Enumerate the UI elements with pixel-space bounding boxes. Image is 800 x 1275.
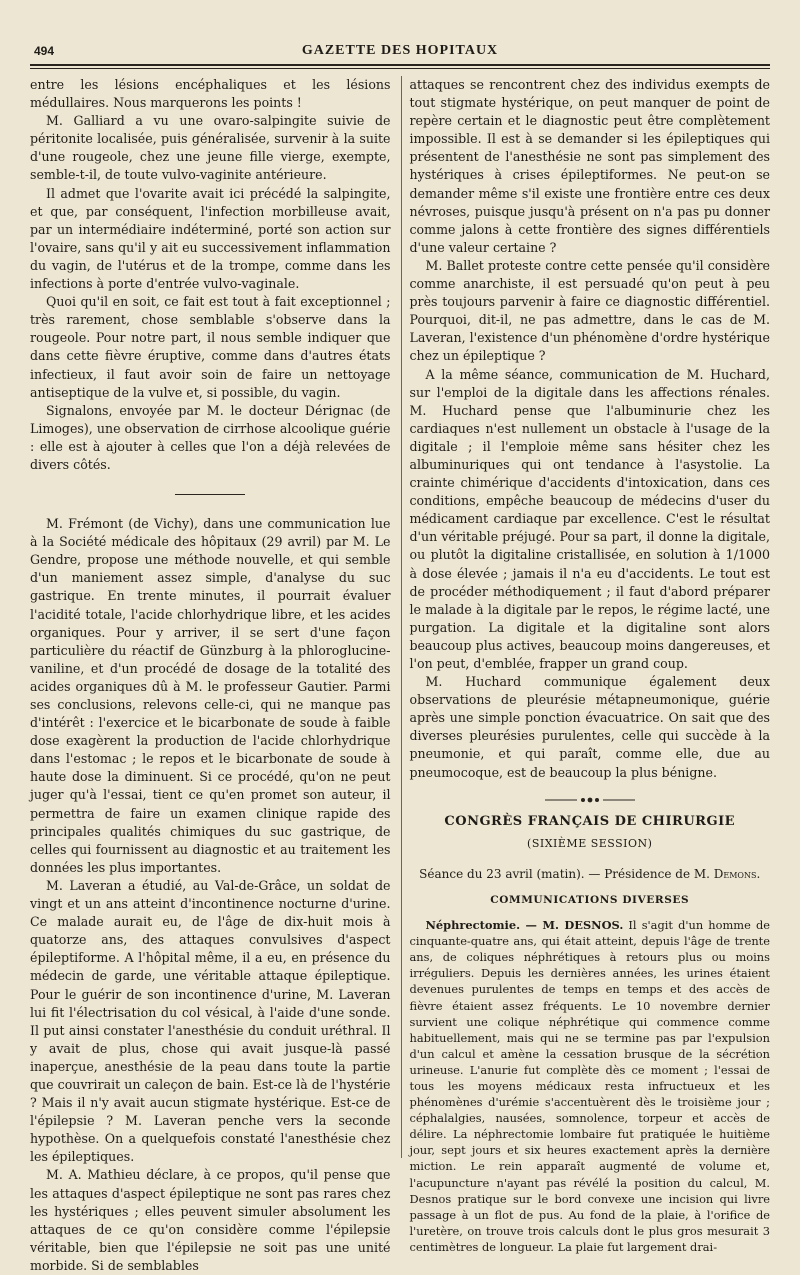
page-number: 494 [34, 44, 55, 58]
paragraph [410, 917, 771, 1255]
paragraph: M. Laveran a étudié, au Val-de-Grâce, un soldat de vingt et un ans atteint d'incontinence nocturne d'urine. Ce malade aurait eu, de l'âge de dix-huit mois à quatorze ans, des attaques convulsives d'aspect épileptiforme. A l'hôpital même, il a eu, en présence du médecin de garde, une véritable attaque épileptique. Pour le guérir de son incontinence d'urine, M. Laveran lui fit l'électrisation du col vésical, à l'aide d'une sonde. Il put ainsi constater l'anesthésie du conduit uréthral. Il y avait de plus, chose qui avait jusque-là passé inaperçue, anesthésie de la peau dans toute la partie que couvrirait un caleçon de bain. Est-ce là de l'hystérie ? Mais il n'y avait aucun stigmate hystérique. Est-ce de l'épilepsie ? M. Laveran penche vers la seconde hypothèse. On a quelquefois constaté l'anesthésie chez les épileptiques. [30, 877, 391, 1165]
paragraph: Signalons, envoyée par M. le docteur Dérignac (de Limoges), une observation de cirrhose alcoolique guérie : elle est à ajouter à celles que l'on a déjà relevées de divers côtés. [30, 402, 391, 472]
report-body [410, 917, 771, 1255]
paragraph: M. A. Mathieu déclare, à ce propos, qu'il pense que les attaques d'aspect épileptique ne sont pas rares chez les hystériques ; elles peuvent simuler absolument les attaques de ce qu'on considère comme l'épilepsie véritable, bien que l'épilepsie ne soit pas une unité morbide. Si de semblables [30, 1167, 391, 1273]
paragraph: M. Frémont (de Vichy), dans une communication lue à la Société médicale des hôpitaux (29 avril) par M. Le Gendre, propose une méthode nouvelle, et qui semble d'un maniement assez simple, d'analyse du suc gastrique. En trente minutes, il pourrait évaluer l'acidité totale, l'acide chlorhydrique libre, et les acides organiques. Pour y arriver, il se sert d'une façon particulière du réactif de Günzburg à la phloroglucine-vaniline, et d'un procédé de dosage de la totalité des acides organiques dû à M. le professeur Gautier. Parmi ses conclusions, relevons celle-ci, qui ne manque pas d'intérêt : l'exercice et le bicarbonate de soude à faible dose exagèrent la production de l'acide chlorhydrique dans l'estomac ; le repos et le bicarbonate de soude à haute dose la diminuent. Si ce procédé, qu'on ne peut juger qu'à l'essai, tient ce qu'en promet son auteur, il permettra de faire un examen clinique rapide des principales qualités chimiques du suc gastrique, de celles qui fournissent au diagnostic et au traitement les données les plus importantes. [30, 516, 391, 875]
paragraph: M. Ballet proteste contre cette pensée qu'il considère comme anarchiste, il est persuadé qu'on peut à peu près toujours parvenir à faire ce diagnostic différentiel. Pourquoi, dit-il, ne pas admettre, dans le cas de M. Laveran, l'existence d'un phénomène d'ordre hystérique chez un épileptique ? [409, 257, 770, 364]
paragraph: Il admet que l'ovarite avait ici précédé la salpingite, et que, par conséquent, l'infection morbilleuse avait, par un intermédiaire indéterminé, porté son action sur l'ovaire, sans qu'il y ait eu successivement inflammation du vagin, de l'utérus et de la trompe, comme dans les infections à porte d'entrée vulvo-vaginale. [30, 185, 391, 292]
paragraph: entre les lésions encéphaliques et les lésions médullaires. Nous marquerons les points ! [30, 77, 391, 111]
session-president: Demons [713, 866, 757, 881]
page-header [30, 40, 770, 62]
session-date: Séance du 23 avril (matin). — Présidence de M. [419, 866, 714, 881]
right-column [401, 76, 771, 1254]
report-text: Il s'agit d'un homme de cinquante-quatre ans, qui était atteint, depuis l'âge de trente ans, de coliques néphrétiques à retours plus ou moins irréguliers. Depuis les dernières années, les urines étaient devenues purulentes de temps en temps et des accès de fièvre étaient assez fréquents. Le 10 novembre dernier survient une colique néphrétique qui commence comme habituellement, mais qui ne se termine pas par l'expulsion d'un calcul et amène la cessation brusque de la sécrétion urineuse. L'anurie fut complète dès ce moment ; l'essai de tous les moyens médicaux resta infructueux et les phénomènes d'urémie s'accentuèrent dès le troisième jour ; céphalalgies, nausées, somnolence, torpeur et accès de délire. La néphrectomie lombaire fut pratiquée le huitième jour, sept jours et six heures exactement après la dernière miction. Le rein apparaît augmenté de volume et, l'acupuncture n'ayant pas révélé la position du calcul, M. Desnos pratique sur le bord convexe une incision qui livre passage à un flot de pus. Au fond de la plaie, à l'orifice de l'uretère, on trouve trois calculs dont le plus gros mesurait 3 centimètres de longueur. La plaie fut largement drai- [409, 918, 770, 1254]
paragraph: A la même séance, communication de M. Huchard, sur l'emploi de la digitale dans les affections rénales. M. Huchard pense que l'albuminurie chez les cardiaques n'est nullement un obstacle à l'usage de la digitale ; il l'emploie même sans hésiter chez les albuminuriques qui ont tendance à l'asystolie. La crainte chimérique d'accidents d'intoxication, dans ces conditions, empêche beaucoup de médecins d'user du médicament cardiaque par excellence. C'est le résultat d'un véritable préjugé. Pour sa part, il donne la digitale, ou plutôt la digitaline cristallisée, en solution à 1/1000 à dose élevée ; jamais il n'a eu d'accidents. Le tout est de procéder méthodiquement ; il faut d'abord préparer le malade à la digitale par le repos, le régime lacté, une purgation. La digitale et la digitaline sont alors beaucoup plus actives, beaucoup moins dangereuses, et l'on peut, d'emblée, frapper un grand coup. [409, 366, 770, 671]
paragraph: attaques se rencontrent chez des individus exempts de tout stigmate hystérique, on peut manquer de point de repère certain et le diagnostic peut être complètement impossible. Il est à se demander si les épileptiques qui présentent de l'anesthésie ne sont pas simplement des hystériques à crises épileptiformes. Ne peut-on se demander même s'il existe une frontière entre ces deux névroses, puisque jusqu'à présent on n'a pas pu donner comme jalons à cette frontière des signes différentiels d'une valeur certaine ? [409, 77, 770, 255]
header-rule [30, 64, 770, 69]
ornament-icon [545, 796, 635, 804]
paragraph: Quoi qu'il en soit, ce fait est tout à fait exceptionnel ; très rarement, chose semblable s'observe dans la rougeole. Pour notre part, il nous semble indiquer que dans cette fièvre éruptive, comme dans d'autres états infectieux, il faut avoir soin de faire un nettoyage antiseptique de la vulve et, si possible, du vagin. [30, 294, 391, 400]
left-column [30, 76, 391, 1273]
subsection-title: COMMUNICATIONS DIVERSES [490, 893, 690, 906]
section-divider [175, 494, 245, 495]
session-line: Séance du 23 avril (matin). — Présidence de M. Demons. [419, 866, 761, 881]
report-author: — M. DESNOS. [520, 918, 624, 933]
paragraph: M. Huchard communique également deux observations de pleurésie métapneumonique, guérie après une simple ponction évacuatrice. On sait que des diverses pleurésies purulentes, celle qui succède à la pneumonie, et qui paraît, comme elle, due au pneumocoque, est de beaucoup la plus bénigne. [409, 674, 770, 780]
paragraph: M. Galliard a vu une ovaro-salpingite suivie de péritonite localisée, puis généralisée, survenir à la suite d'une rougeole, chez une jeune fille vierge, exempte, semble-t-il, de toute vulvo-vaginite antérieure. [30, 113, 391, 183]
text-columns [30, 76, 770, 1273]
section-subtitle: (SIXIÈME SESSION) [527, 836, 653, 850]
section-title: CONGRÈS FRANÇAIS DE CHIRURGIE [444, 813, 736, 829]
journal-title: GAZETTE DES HOPITAUX [301, 43, 499, 58]
report-title: Néphrectomie. [425, 918, 521, 933]
ornament-divider [410, 796, 771, 807]
